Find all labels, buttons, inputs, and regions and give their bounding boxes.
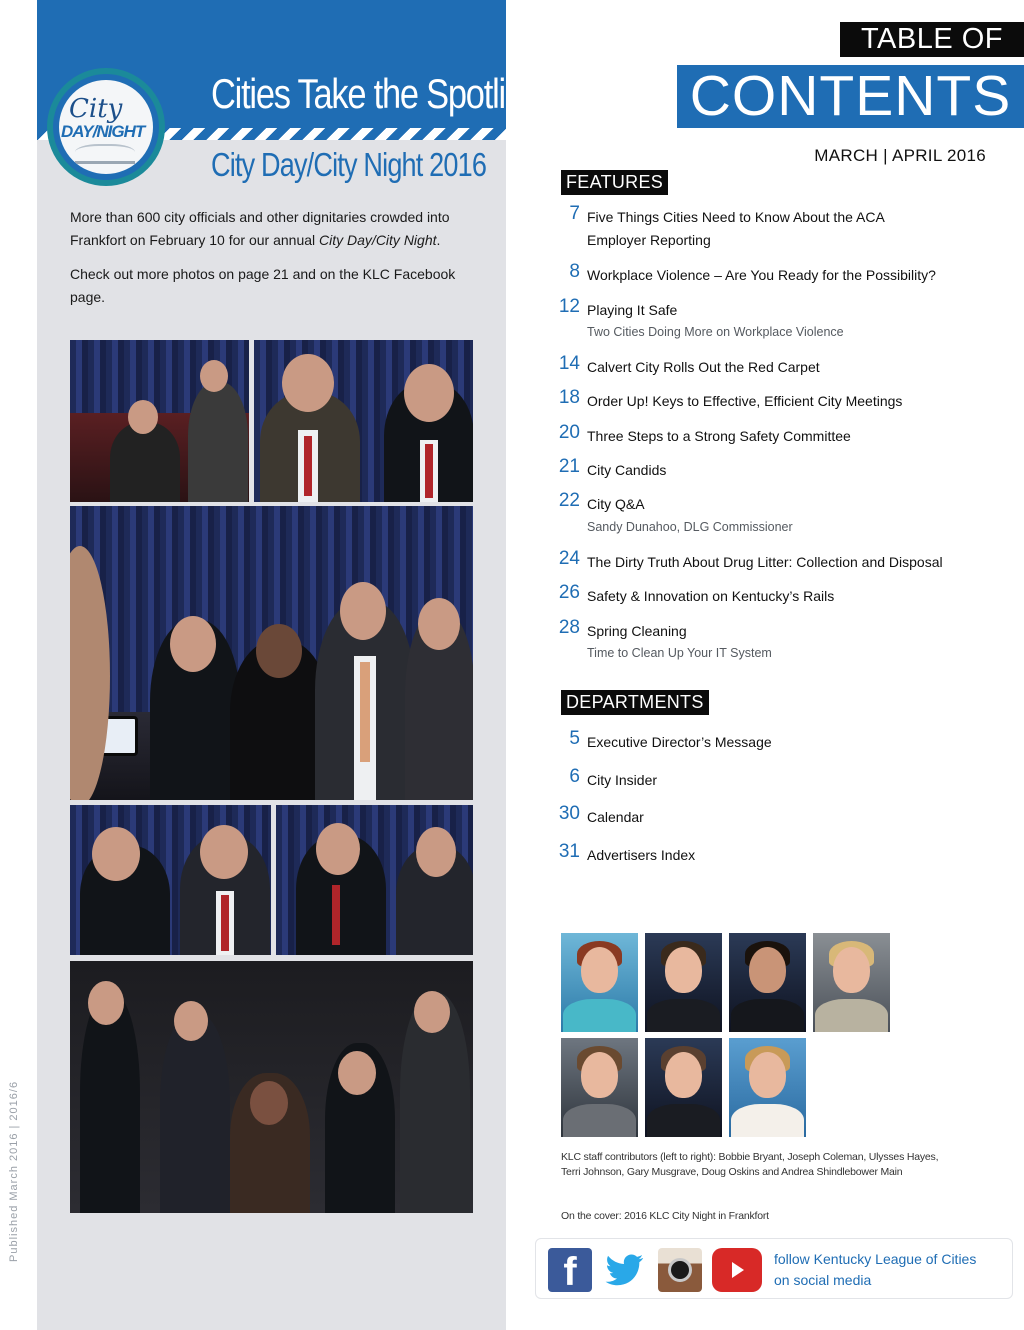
intro-paragraph-2: Check out more photos on page 21 and on the KLC Facebook page. [70,266,456,305]
toc-page-number: 5 [569,728,580,749]
toc-page-number: 31 [558,841,580,862]
toc-page-number: 6 [569,766,580,787]
event-photo-3 [70,506,473,800]
spotlight-subtitle: City Day/City Night 2016 [211,146,487,183]
toc-title: City Q&A [587,496,645,512]
spotlight-title: Cities Take the Spotlight [211,70,550,117]
issue-date: MARCH | APRIL 2016 [814,146,986,165]
toc-page-number: 30 [558,803,580,824]
logo-text-city: City [69,94,123,124]
social-media-box [535,1238,1013,1299]
twitter-icon[interactable] [603,1248,647,1292]
logo-text-daynight: DAY/NIGHT [61,122,145,141]
toc-title: Executive Director’s Message [587,734,772,750]
toc-description: Two Cities Doing More on Workplace Violence [587,325,844,339]
features-label: FEATURES [561,170,668,195]
toc-title: Five Things Cities Need to Know About the ACA Employer Reporting [587,209,885,248]
toc-page-number: 21 [558,456,580,477]
toc-title: Spring Cleaning [587,623,687,639]
staff-photo [645,933,722,1032]
toc-description: Sandy Dunahoo, DLG Commissioner [587,520,793,534]
toc-title: The Dirty Truth About Drug Litter: Collection and Disposal [587,554,943,570]
toc-title: Calvert City Rolls Out the Red Carpet [587,359,820,375]
city-day-night-logo [47,68,165,186]
toc-title: Safety & Innovation on Kentucky’s Rails [587,588,835,604]
toc-title: City Insider [587,772,658,788]
event-photo-2 [254,340,473,502]
toc-page-number: 28 [558,617,580,638]
spotlight-panel [37,0,550,1330]
youtube-icon[interactable] [712,1248,762,1292]
staff-photo [729,1038,806,1137]
toc-page-number: 24 [558,548,580,569]
toc-title: Calendar [587,809,644,825]
toc-page-number: 20 [558,422,580,443]
intro-paragraph-1: More than 600 city officials and other dignitaries crowded into Frankfort on February 10 for our annual City Day/City Night. [70,209,450,248]
toc-page-number: 7 [569,203,580,224]
staff-photo [645,1038,722,1137]
toc-page-number: 14 [558,353,580,374]
toc-title: Advertisers Index [587,847,696,863]
staff-photo [729,933,806,1032]
event-photo-1 [70,340,249,502]
toc-heading-top: TABLE OF [840,22,1024,57]
toc-title: City Candids [587,462,667,478]
toc-page-number: 22 [558,490,580,511]
spotlight-intro [70,206,490,320]
social-follow-text[interactable]: follow Kentucky League of Cities on social media [774,1251,977,1288]
toc-page-number: 8 [569,261,580,282]
toc-title: Playing It Safe [587,302,678,318]
event-photo-5 [276,805,473,955]
staff-photo [561,1038,638,1137]
toc-page-number: 12 [558,296,580,317]
cover-caption: On the cover: 2016 KLC City Night in Frankfort [561,1210,769,1222]
toc-title: Order Up! Keys to Effective, Efficient City Meetings [587,393,903,409]
event-photo-6 [70,961,473,1213]
toc-title: Workplace Violence – Are You Ready for the Possibility? [587,267,936,283]
published-label: Published March 2016 | 2016/6 [8,1080,20,1262]
instagram-icon[interactable] [658,1248,702,1292]
staff-caption: KLC staff contributors (left to right): Bobbie Bryant, Joseph Coleman, Ulysses Hayes, Terri Johnson, Gary Musgrave, Doug Oskins and Andrea Shindlebower Main [561,1151,939,1178]
staff-photo [813,933,890,1032]
toc-title: Three Steps to a Strong Safety Committee [587,428,851,444]
toc-page-number: 18 [558,387,580,408]
departments-label: DEPARTMENTS [561,690,709,715]
toc-heading-main: CONTENTS [677,65,1024,128]
facebook-icon[interactable]: f [548,1248,592,1292]
capitol-icon [75,144,135,164]
toc-description: Time to Clean Up Your IT System [587,646,772,660]
event-photo-4 [70,805,271,955]
toc-page-number: 26 [558,582,580,603]
staff-photo [561,933,638,1032]
